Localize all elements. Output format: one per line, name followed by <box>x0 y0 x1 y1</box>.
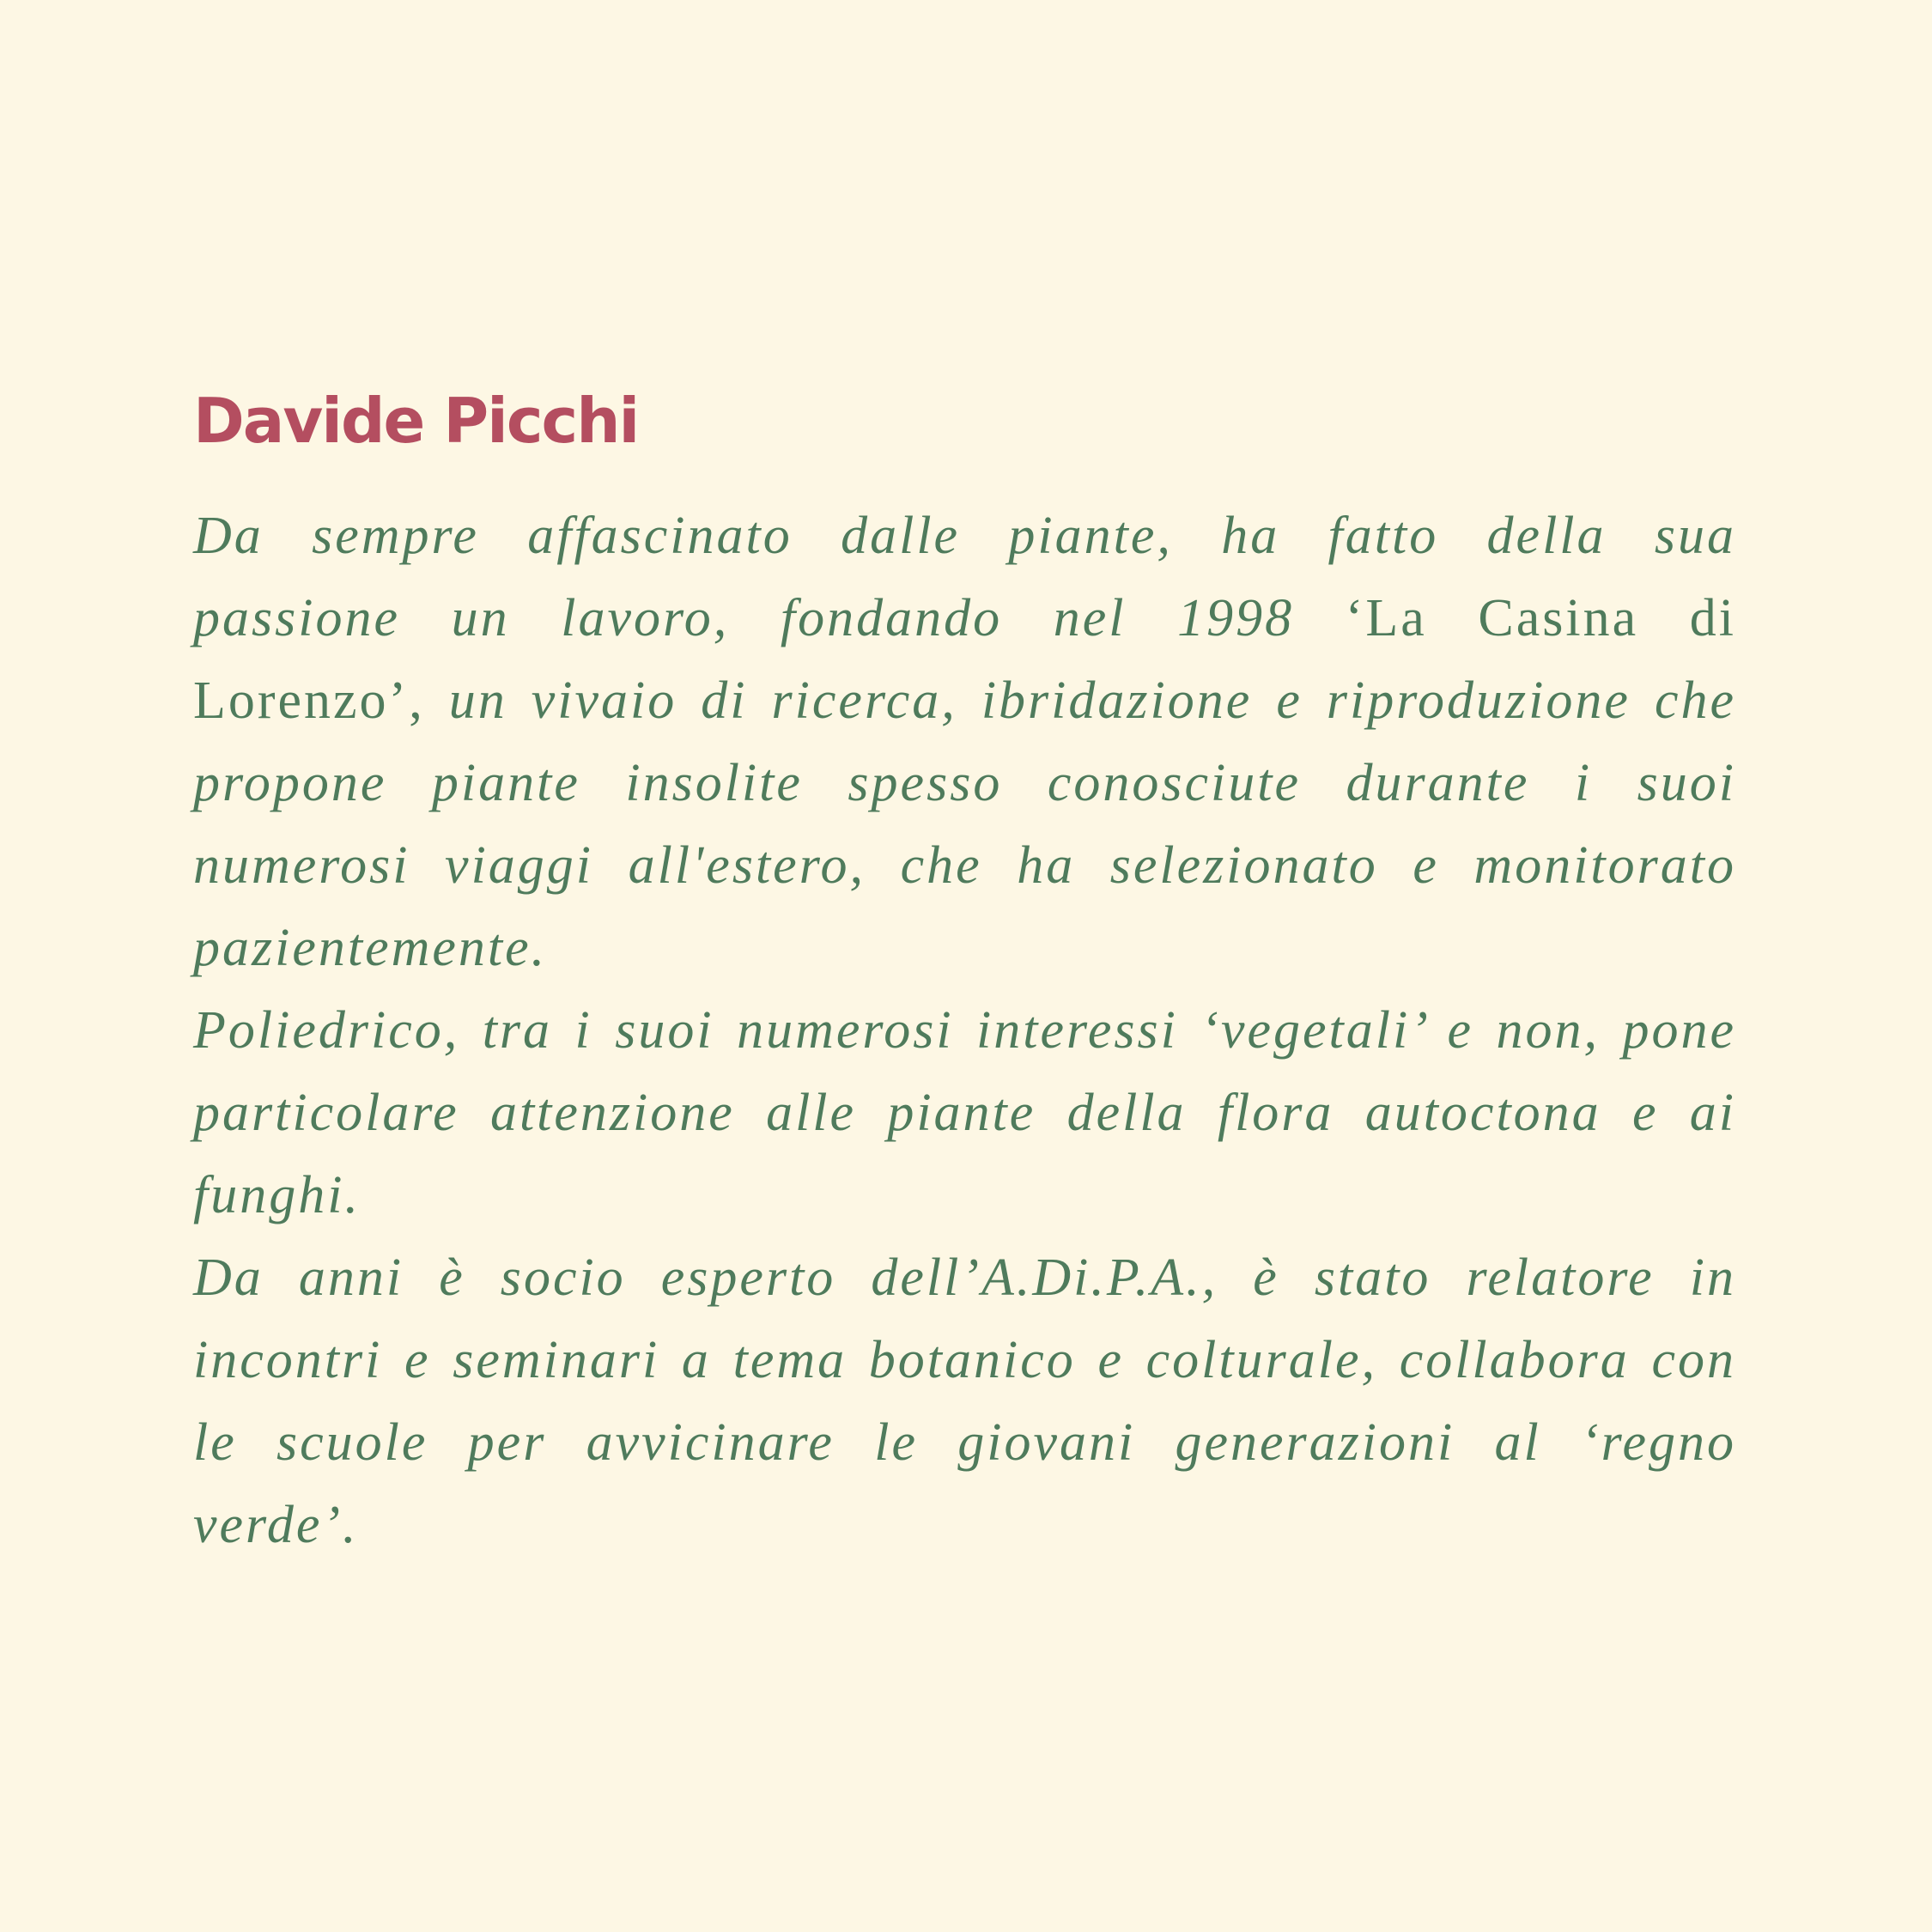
nursery-name: ‘La Casina di Lorenzo’, <box>193 589 1736 730</box>
bio-paragraph-1 <box>193 495 1736 989</box>
bio-section <box>193 378 1736 1566</box>
bio-paragraph-2: Poliedrico, tra i suoi numerosi interessi ‘vegetali’ e non, pone particolare attenzione alle piante della flora autoctona e ai funghi. <box>193 1001 1736 1224</box>
bio-paragraph-1-lead: Da sempre affascinato dalle piante, ha fatto della sua passione un lavoro, fondando nel 1998 <box>193 507 1736 647</box>
bio-text <box>193 495 1736 1566</box>
bio-paragraph-1-tail: un vivaio di ricerca, ibridazione e riproduzione che propone piante insolite spesso conosciute durante i suoi numerosi viaggi all'estero, che ha selezionato e monitorato pazientemente. <box>193 671 1736 977</box>
bio-paragraph-3: Da anni è socio esperto dell’A.Di.P.A., è stato relatore in incontri e seminari a tema botanico e colturale, collabora con le scuole per avvicinare le giovani generazioni al ‘regno verde’. <box>193 1249 1736 1554</box>
person-name: Davide Picchi <box>193 385 639 457</box>
